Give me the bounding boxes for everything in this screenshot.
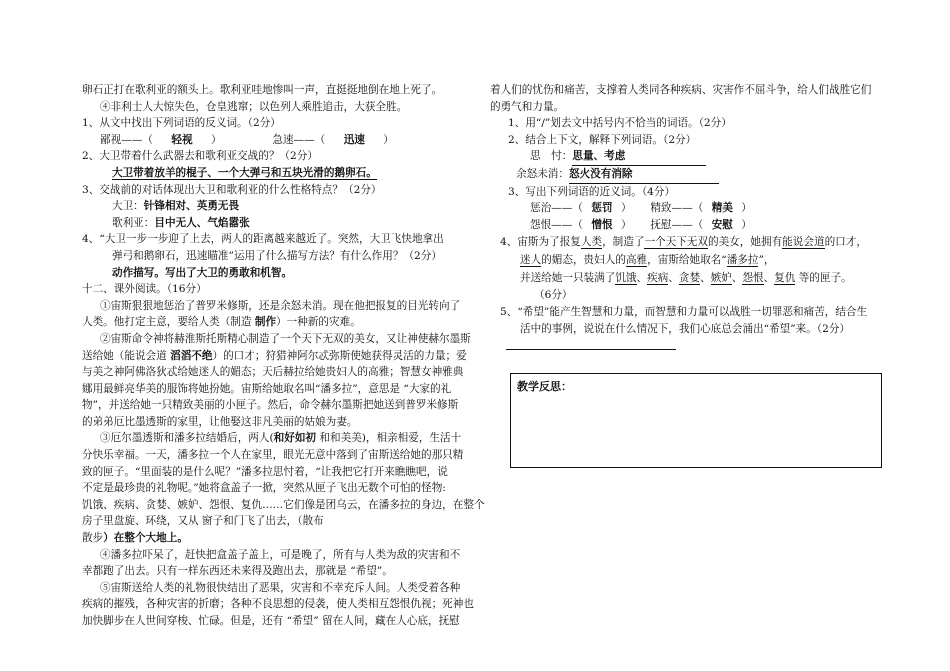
story-paragraph-4: ④非利士人大惊失色，仓皇逃窜；以色列人乘胜追击，大获全胜。 [100,100,408,113]
reading-paragraph-1: ①宙斯狠狠地惩治了普罗米修斯，还是余怒未消。现在他把报复的目光转向了 [100,299,461,312]
question-2-answer: 大卫带着放羊的棍子、一个大弹弓和五块光滑的鹅卵石。 [112,166,377,179]
reading-paragraph-2: ②宙斯命令神将赫淮斯托斯精心制造了一个天下无双的美女，又让神使赫尔墨斯 [100,332,471,345]
reading-paragraph-5-cont: 着人们的忧伤和痛苦，支撑着人类同各种疾病、灾害作不屈斗争，给人们战胜它们 [490,84,872,96]
reading-question-4-line-1: 4、宙斯为了报复人类，制造了一个天下无双的美女，她拥有能说会道的口才， [500,236,867,249]
answer-1b: 迅速 [343,133,365,146]
reading-question-2-answer-a: 思 忖：思量、考虑 [490,148,888,166]
reading-question-4-line-3: 并送给她一只装满了饥饿、疾病、贪婪、嫉妒、怨恨、复仇 等的匣子。 [520,272,852,285]
question-3-title: 3、交战前的对话体现出大卫和歌利亚的什么性格特点？（2分） [82,183,382,196]
question-3-answer-goliath: 歌利亚：目中无人、气焰嚣张 [112,216,250,229]
question-4-line-1: 4、“大卫一步一步迎了上去，两人的距离越来越近了。突然，大卫飞快地拿出 [82,233,444,246]
reading-question-5-line-2: 活中的事例，说说在什么情况下，我们心底总会涌出“希望”来。（2分） [520,322,851,335]
reading-question-3: 3、写出下列词语的近义词。（4分） [508,185,676,198]
reading-question-2: 2、结合上下文，解释下列词语。（2分） [508,133,697,146]
section-title: 十二、课外阅读。（16分） [82,283,207,296]
reading-paragraph-3: ③厄尔墨透斯和潘多拉结婚后，两人(和好如初 和和美美)，相亲相爱，生活十 [100,432,462,445]
question-1-answers: 鄙视——（ 轻视 ） 急速——（ 迅速 ） [82,132,474,149]
left-column: 卵石正打在歌利亚的额头上。歌利亚哇地惨叫一声，直挺挺地倒在地上死了。 ④非利士人大惊失色，仓皇逃窜；以色列人乘胜追击，大获全胜。 1、从文中找出下列词语的反义词。（2分） 鄙视——（ 轻视 ） 急速——（ 迅速 ） 2、大卫带着什么武器去和歌利亚交战的？（2分） 大卫带着放羊的棍子、一个大弹弓和五块光滑的鹅卵石。 3、交战前的对话体现出大卫和歌利亚的什么性格特点？（2分） 大卫：针锋相对、英勇无畏 歌利亚：目中无人、气焰嚣张 4、“大卫一步一步迎了上去，两人的距离越来越近了。突然，大卫飞快地拿出 弹弓和鹅卵石，迅速瞄准”运用了什么描写方法？有什么作用？（2分） 动作描写。写出了大卫的勇敢和机智。 十二、课外阅读。（16分） ①宙斯狠狠地惩治了普罗米修斯，还是余怒未消。现在他把报复的目光转向了 人类。他打定主意，要给人类（制造 制作）一种新的灾难。 ②宙斯命令神将赫淮斯托斯精心制造了一个天下无双的美女，又让神使赫尔墨斯 送给她（能说会道 滔滔不绝）的口才；狩猎神阿尔忒弥斯使她获得灵活的力量；爱 与美之神阿佛洛狄忒给她迷人的媚态；天后赫拉给她贵妇人的高雅；智慧女神雅典 娜用最鲜亮华美的服饰将她扮她。宙斯给她取名叫“潘多拉”，意思是 “大家的礼 物”，并送给她一只精致美丽的小匣子。然后，命令赫尔墨斯把她送到普罗米修斯 的弟弟厄比墨透斯的家里，让他娶这非凡美丽的姑娘为妻。 ③厄尔墨透斯和潘多拉结婚后，两人(和好如初 和和美美)，相亲相爱，生活十 分快乐幸福。一天，潘多拉一个人在家里，眼光无意中落到了宙斯送给她的那只精 致的匣子。“里面装的是什么呢？”潘多拉思忖着，“让我把它打开来瞧瞧吧，说 不定是最珍贵的礼物呢。”她将盒盖子一掀，突然从匣子飞出无数个可怕的怪物: 饥饿、疾病、贪婪、嫉妒、怨恨、复仇……它们像是团乌云，在潘多拉的身边，在整个 房子里盘旋、环绕，又从 窗子和门飞了出去，（散布 散步）在整个大地上。 ④潘多拉吓呆了，赶快把盒盖子盖上，可是晚了，所有与人类为敌的灾害和不 幸都跑了出去。只有一样东西还未来得及跑出去，那就是 “希望”。 ⑤宙斯送给人类的礼物很快结出了恶果，灾害和不幸充斥人间。人类受着各种 疾病的摧残，各种灾害的折磨；各种不良思想的侵袭，使人类相互怨恨仇视；死神也 加快脚步在人世间穿梭、忙碌。但是，还有 “希望” 留在人间，藏在人心底，抚慰 [82,84,485,627]
reading-question-3-row-1: 惩治——（ 惩罚 ） 精致——（ 精美 ） [530,202,752,215]
story-end-line: 卵石正打在歌利亚的额头上。歌利亚哇地惨叫一声，直挺挺地倒在地上死了。 [82,84,443,96]
question-1-title: 1、从文中找出下列词语的反义词。（2分） [82,117,281,130]
answer-1a: 轻视 [171,133,193,146]
reading-question-4-line-2: 迷人的媚态，贵妇人的高雅，宙斯给她取名“潘多拉”， [520,254,775,267]
question-4-answer: 动作描写。写出了大卫的勇敢和机智。 [112,266,293,279]
right-column: 着人们的忧伤和痛苦，支撑着人类同各种疾病、灾害作不屈斗争，给人们战胜它们 的勇气和力量。 1、用“/”划去文中括号内不恰当的词语。（2分） 2、结合上下文，解释下列词语。（2分） 思 忖：思量、考虑 余怒未消：怒火没有消除 3、写出下列词语的近义词。（4分） 惩治——（ 惩罚 ） 精致——（ 精美 ） 怨恨——（ 憎恨 ） 抚慰——（ 安慰 ） 4、宙斯为了报复人类，制造了一个天下无双的美女，她拥有能说会道的口才， 迷人的媚态，贵妇人的高雅，宙斯给她取名“潘多拉”， 并送给她一只装满了饥饿、疾病、贪婪、嫉妒、怨恨、复仇 等的匣子。 （6分） 5、“希望”能产生智慧和力量，而智慧和力量可以战胜一切罪恶和痛苦，结合生 活中的事例，说说在什么情况下，我们心底总会涌出“希望”来。（2分） [490,82,888,350]
answer-line [506,349,676,350]
reading-question-3-row-2: 怨恨——（ 憎恨 ） 抚慰——（ 安慰 ） [530,218,752,231]
reading-question-5-line-1: 5、“希望”能产生智慧和力量，而智慧和力量可以战胜一切罪恶和痛苦，结合生 [500,305,868,318]
reading-paragraph-5: ⑤宙斯送给人类的礼物很快结出了恶果，灾害和不幸充斥人间。人类受着各种 [100,581,461,594]
reading-question-2-answer-b: 余怒未消：怒火没有消除 [490,166,888,184]
teaching-reflection-box[interactable] [510,373,882,468]
question-4-line-2: 弹弓和鹅卵石，迅速瞄准”运用了什么描写方法？有什么作用？（2分） [112,249,442,262]
reading-question-1: 1、用“/”划去文中括号内不恰当的词语。（2分） [508,117,732,130]
reading-paragraph-4: ④潘多拉吓呆了，赶快把盒盖子盖上，可是晚了，所有与人类为敌的灾害和不 [100,548,461,561]
reading-question-4-score: （6分） [534,289,573,302]
teaching-reflection-title: 教学反思： [517,380,572,393]
question-2-title: 2、大卫带着什么武器去和歌利亚交战的？（2分） [82,150,318,163]
question-3-answer-david: 大卫：针锋相对、英勇无畏 [112,200,240,213]
